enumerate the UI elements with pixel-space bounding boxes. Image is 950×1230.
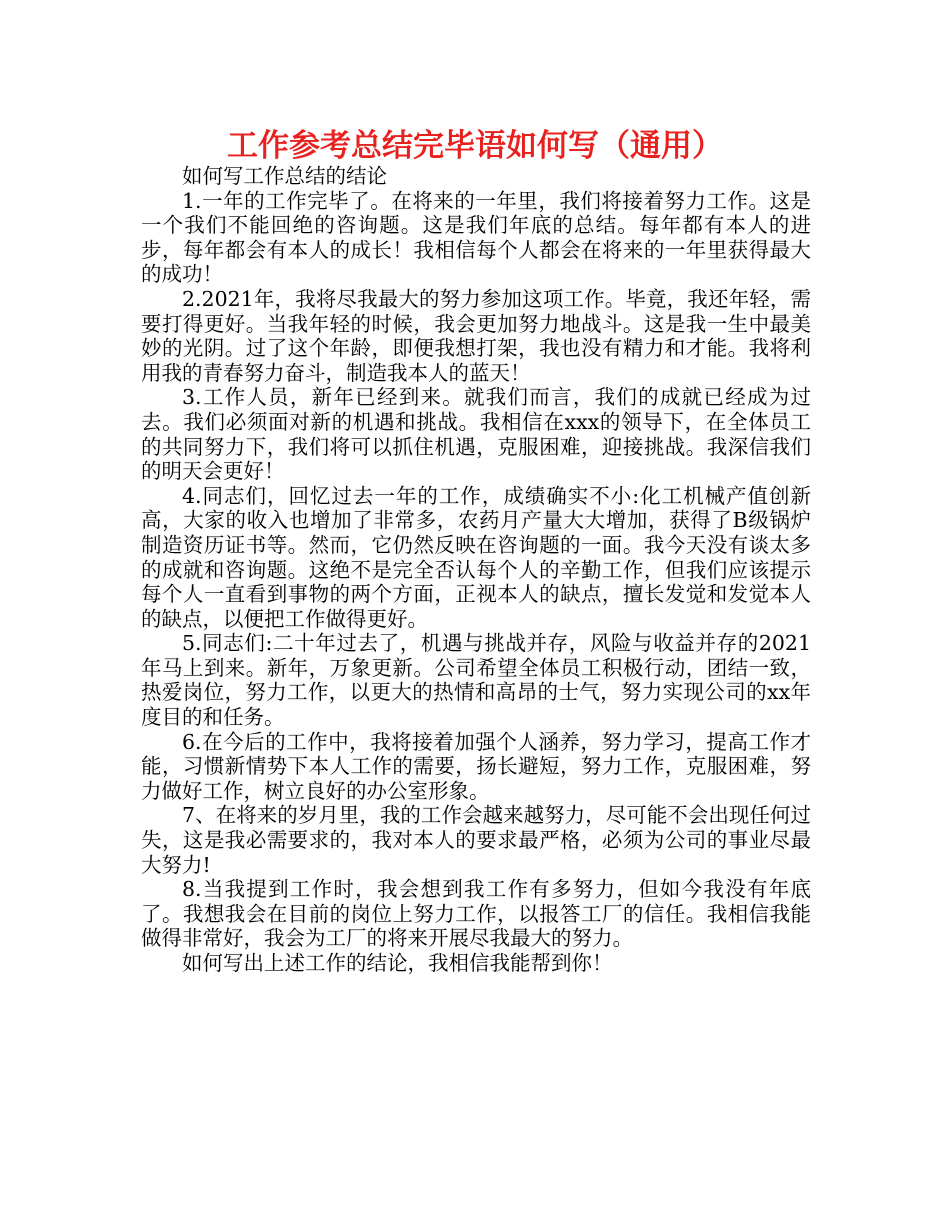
paragraph-5: 5.同志们:二十年过去了，机遇与挑战并存，风险与收益并存的2021年马上到来。新年，万象更新。公司希望全体员工积极行动，团结一致，热爱岗位，努力工作，以更大的热情和高昂的士气，努力实现公司的xx年度目的和任务。 [141,631,811,730]
intro-paragraph: 如何写工作总结的结论 [182,164,387,188]
page-title: 工作参考总结完毕语如何写（通用） [227,128,723,164]
paragraph-3: 3.工作人员，新年已经到来。就我们而言，我们的成就已经成为过去。我们必须面对新的机遇和挑战。我相信在xxx的领导下，在全体员工的共同努力下，我们将可以抓住机遇，克服困难，迎接挑战。我深信我们的明天会更好！ [141,385,811,484]
paragraph-7: 7、在将来的岁月里，我的工作会越来越努力，尽可能不会出现任何过失，这是我必需要求的，我对本人的要求最严格，必须为公司的事业尽最大努力! [141,803,811,877]
document-body [141,164,811,976]
paragraph-4: 4.同志们，回忆过去一年的工作，成绩确实不小:化工机械产值创新高，大家的收入也增加了非常多，农药月产量大大增加，获得了B级锅炉制造资历证书等。然而，它仍然反映在咨询题的一面。我今天没有谈太多的成就和咨询题。这绝不是完全否认每个人的辛勤工作，但我们应该提示每个人一直看到事物的两个方面，正视本人的缺点，擅长发觉和发觉本人的缺点，以便把工作做得更好。 [141,483,811,631]
paragraph-1: 1.一年的工作完毕了。在将来的一年里，我们将接着努力工作。这是一个我们不能回绝的咨询题。这是我们年底的总结。每年都有本人的进步，每年都会有本人的成长！我相信每个人都会在将来的一年里获得最大的成功！ [141,188,811,287]
closing-paragraph: 如何写出上述工作的结论，我相信我能帮到你！ [182,951,613,975]
paragraph-6: 6.在今后的工作中，我将接着加强个人涵养，努力学习，提高工作才能，习惯新情势下本人工作的需要，扬长避短，努力工作，克服困难，努力做好工作，树立良好的办公室形象。 [141,729,811,803]
paragraph-8: 8.当我提到工作时，我会想到我工作有多努力，但如今我没有年底了。我想我会在目前的岗位上努力工作，以报答工厂的信任。我相信我能做得非常好，我会为工厂的将来开展尽我最大的努力。 [141,877,811,951]
paragraph-2: 2.2021年，我将尽我最大的努力参加这项工作。毕竟，我还年轻，需要打得更好。当我年轻的时候，我会更加努力地战斗。这是我一生中最美妙的光阴。过了这个年龄，即便我想打架，我也没有精力和才能。我将利用我的青春努力奋斗，制造我本人的蓝天！ [141,286,811,385]
